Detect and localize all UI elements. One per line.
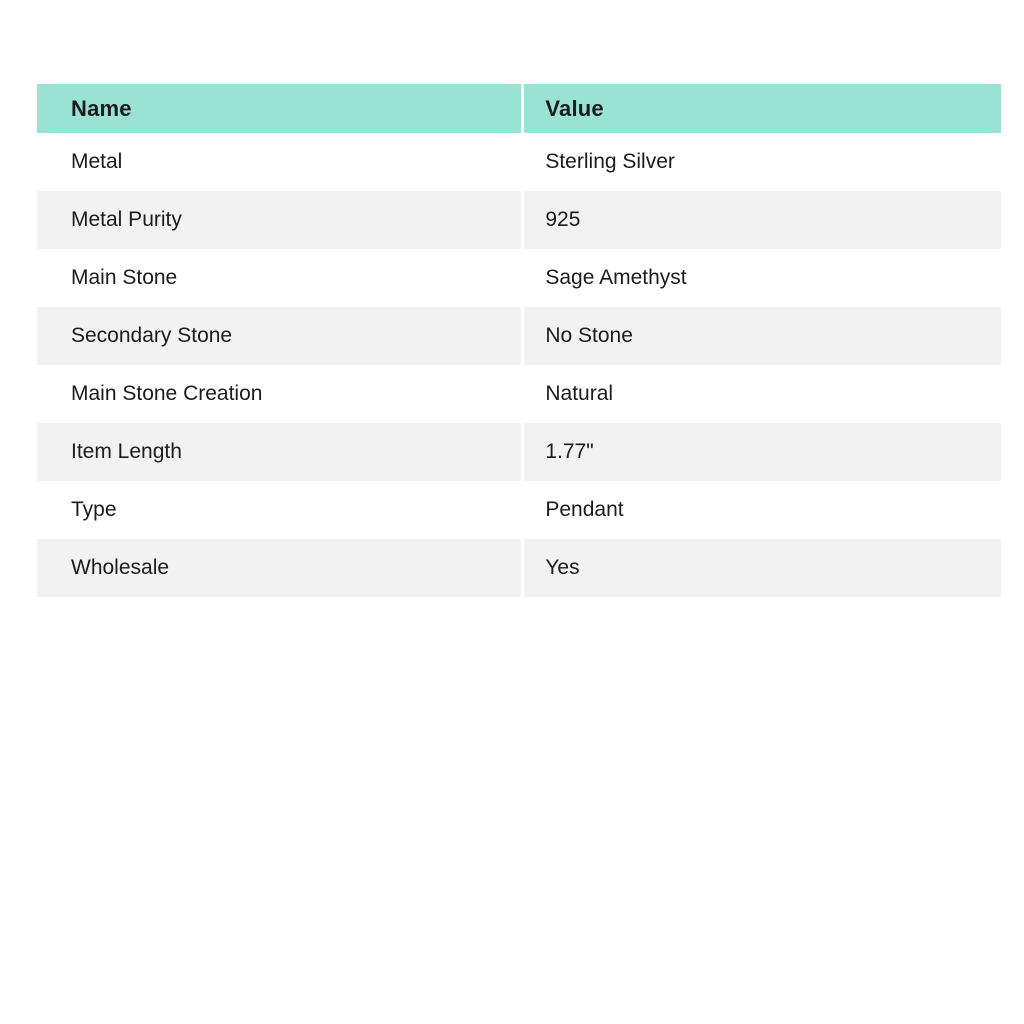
attribute-name: Wholesale	[37, 539, 523, 597]
attribute-value: Natural	[523, 365, 1001, 423]
table-row	[37, 365, 1001, 423]
table-row	[37, 307, 1001, 365]
attribute-value: 1.77"	[523, 423, 1001, 481]
attribute-name: Metal	[37, 133, 523, 191]
attribute-name: Item Length	[37, 423, 523, 481]
attribute-value: Yes	[523, 539, 1001, 597]
table-row	[37, 191, 1001, 249]
attribute-name: Metal Purity	[37, 191, 523, 249]
attribute-value: No Stone	[523, 307, 1001, 365]
column-header-name: Name	[37, 84, 523, 133]
attribute-name: Secondary Stone	[37, 307, 523, 365]
attribute-value: Sage Amethyst	[523, 249, 1001, 307]
attribute-value: Sterling Silver	[523, 133, 1001, 191]
table-row	[37, 423, 1001, 481]
attribute-name: Type	[37, 481, 523, 539]
table-row	[37, 539, 1001, 597]
attribute-name: Main Stone	[37, 249, 523, 307]
table-row	[37, 133, 1001, 191]
table-row	[37, 249, 1001, 307]
attribute-value: Pendant	[523, 481, 1001, 539]
attribute-value: 925	[523, 191, 1001, 249]
product-attributes-table	[37, 84, 1001, 597]
table-row	[37, 481, 1001, 539]
column-header-value: Value	[523, 84, 1001, 133]
attribute-name: Main Stone Creation	[37, 365, 523, 423]
table-header-row	[37, 84, 1001, 133]
